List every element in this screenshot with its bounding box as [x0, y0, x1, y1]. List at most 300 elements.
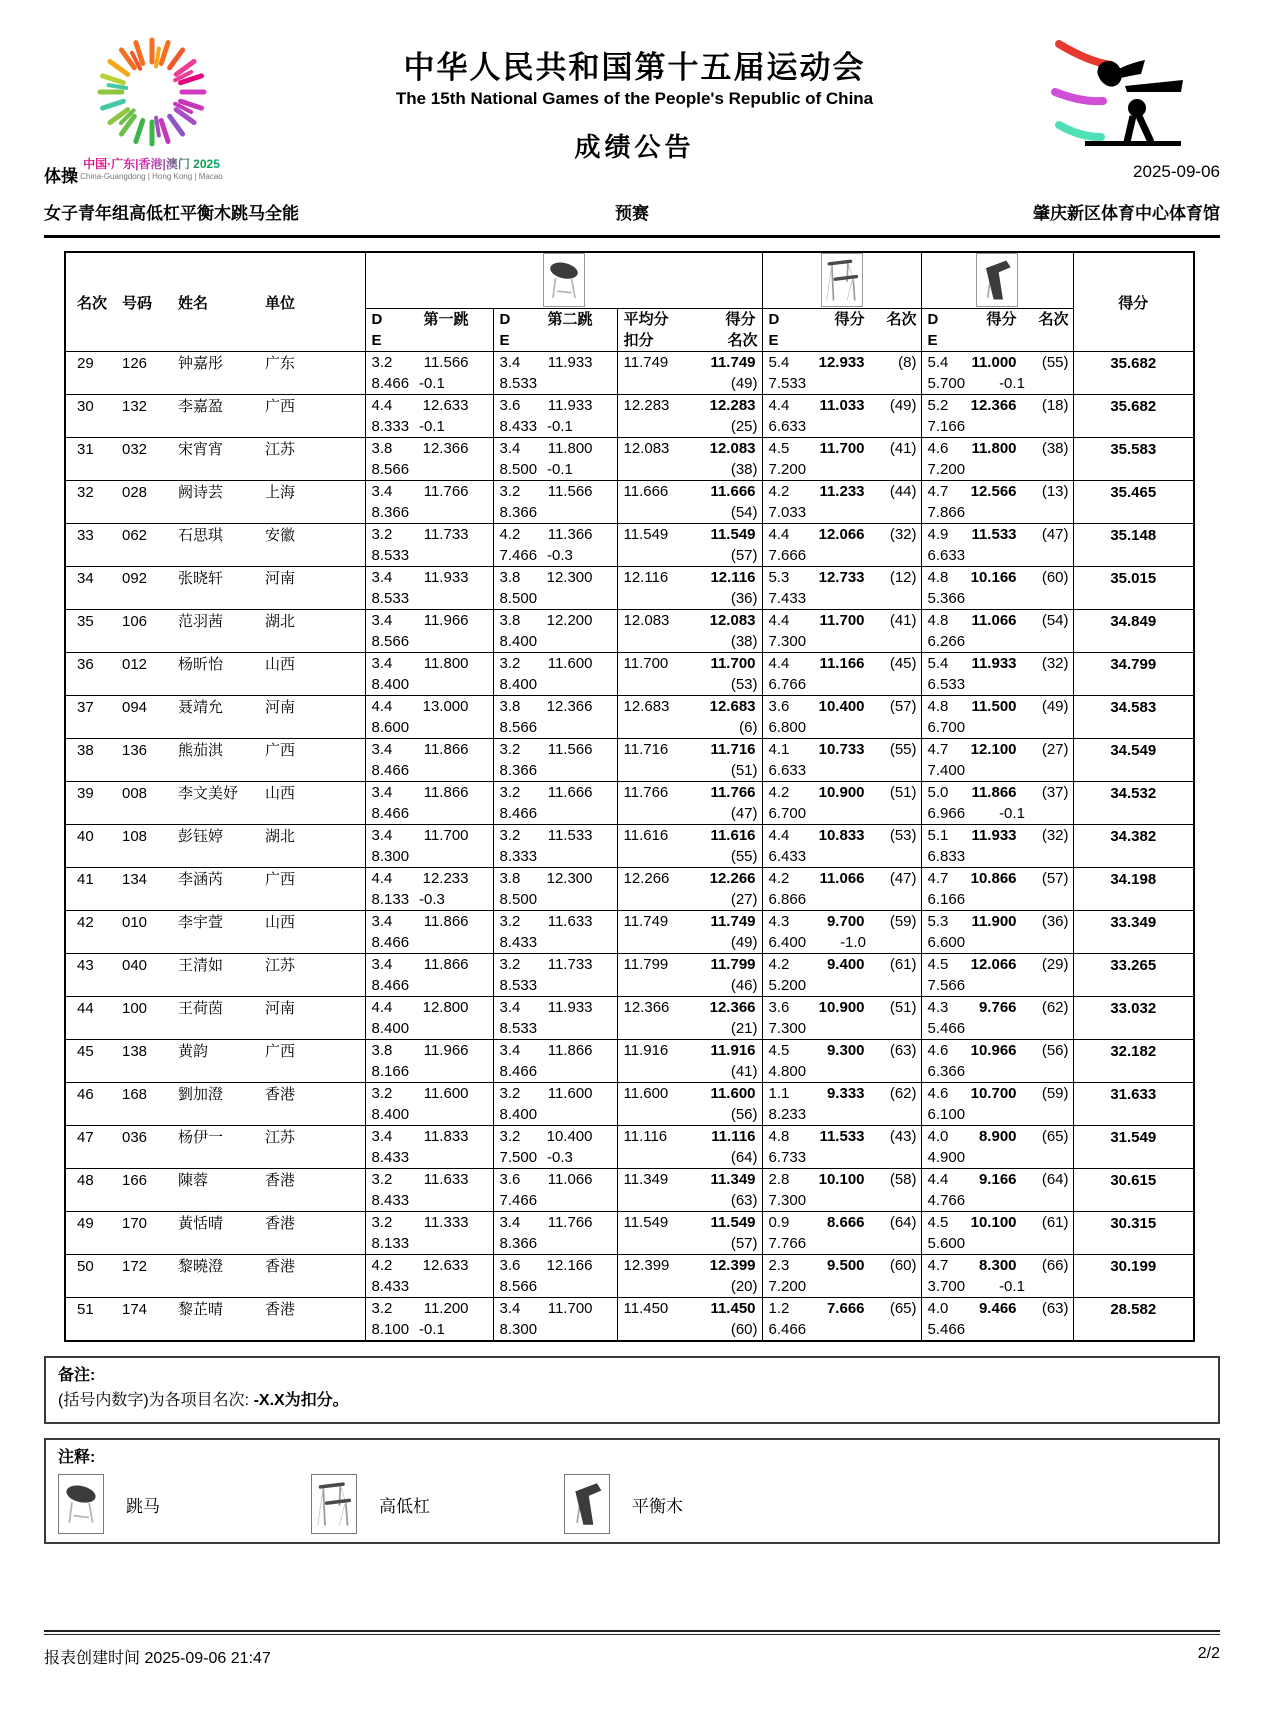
d-score: 3.4	[499, 440, 521, 457]
e-score: 8.300	[371, 848, 410, 865]
vault-section-header	[365, 252, 762, 309]
e-score: 8.433	[371, 1192, 410, 1209]
uneven-bars-score: 11.066	[819, 870, 865, 887]
e-score: 6.100	[927, 1106, 966, 1123]
unit-name: 山西	[263, 653, 365, 696]
e-score: 8.533	[499, 977, 538, 994]
jump2-score: 12.300	[546, 569, 593, 586]
vault-final-score: 11.749	[710, 354, 756, 371]
total-score: 35.015	[1110, 570, 1157, 587]
rank-value: 41	[77, 871, 94, 888]
uneven-bars-score: 10.100	[818, 1171, 865, 1188]
bib-number: 108	[122, 828, 148, 845]
vault-final-score: 12.283	[709, 397, 756, 414]
total-score-cell	[1073, 395, 1194, 438]
rank-value: 32	[77, 484, 94, 501]
balance-beam-cell	[921, 954, 1073, 997]
balance-beam-cell	[921, 739, 1073, 782]
vault-place: (36)	[730, 590, 758, 607]
e-score: 6.633	[927, 547, 966, 564]
d-score: 3.8	[371, 440, 393, 457]
e-score: 7.200	[768, 1278, 807, 1295]
unit-name: 香港	[263, 1255, 365, 1298]
bib-number: 166	[122, 1172, 148, 1189]
vault-average-cell	[617, 653, 762, 696]
d-score: 3.4	[371, 741, 393, 758]
athlete-name: 石思琪	[178, 527, 224, 544]
balance-beam-place: (65)	[1041, 1128, 1069, 1145]
vault-jump1-cell	[365, 1040, 493, 1083]
deduction: -0.1	[547, 461, 573, 478]
uneven-bars-place: (49)	[889, 397, 917, 414]
jump2-score: 12.166	[546, 1257, 593, 1274]
vault-jump1-cell	[365, 524, 493, 567]
e-score: 5.366	[927, 590, 966, 607]
total-score-cell	[1073, 997, 1194, 1040]
average-score: 11.349	[623, 1171, 669, 1188]
total-score: 35.682	[1110, 355, 1157, 372]
d-score: 3.2	[499, 655, 521, 672]
deduction: -0.3	[419, 891, 445, 908]
uneven-bars-score: 12.066	[818, 526, 865, 543]
balance-beam-cell	[921, 610, 1073, 653]
vault-final-score: 12.116	[710, 569, 756, 586]
balance-beam-place: (32)	[1041, 655, 1069, 672]
bib-number: 172	[122, 1258, 148, 1275]
d-score: 3.6	[768, 999, 790, 1016]
balance-beam-score: 10.866	[970, 870, 1017, 887]
vault-average-cell	[617, 524, 762, 567]
vault-final-score: 11.799	[710, 956, 756, 973]
table-row	[65, 1169, 1194, 1212]
vault-place: (57)	[730, 1235, 758, 1252]
d-score: 3.6	[499, 1257, 521, 1274]
e-score: 8.400	[499, 633, 538, 650]
average-score: 12.283	[623, 397, 670, 414]
balance-beam-place: (29)	[1041, 956, 1069, 973]
uneven-bars-cell	[762, 653, 921, 696]
table-row	[65, 352, 1194, 395]
d-score: 3.4	[371, 483, 393, 500]
d-score: 3.2	[371, 1300, 393, 1317]
uneven-bars-icon	[821, 253, 863, 307]
total-score: 35.465	[1110, 484, 1157, 501]
uneven-bars-cell	[762, 1083, 921, 1126]
uneven-bars-place: (58)	[889, 1171, 917, 1188]
title-block	[259, 30, 1010, 162]
balance-beam-score: 10.700	[970, 1085, 1017, 1102]
vault-final-score: 11.549	[710, 1214, 756, 1231]
bib-number: 094	[122, 699, 148, 716]
d-score: 4.2	[768, 956, 790, 973]
col-header-uneven-bars: D 得分 名次 E	[762, 309, 921, 352]
rank-value: 47	[77, 1129, 94, 1146]
e-score: 8.566	[371, 633, 410, 650]
unit-name: 广西	[263, 868, 365, 911]
table-row	[65, 1298, 1194, 1342]
balance-beam-score: 11.500	[971, 698, 1017, 715]
legend-item-uneven-bars	[311, 1474, 536, 1534]
rank-value: 29	[77, 355, 94, 372]
athlete-name: 陳蓉	[178, 1172, 209, 1189]
vault-jump1-cell	[365, 997, 493, 1040]
balance-beam-cell	[921, 395, 1073, 438]
total-score: 34.549	[1110, 742, 1157, 759]
total-score: 31.633	[1110, 1086, 1157, 1103]
e-score: 8.566	[371, 461, 410, 478]
e-score: 8.366	[499, 762, 538, 779]
col-header-name: 姓名	[178, 294, 209, 312]
d-score: 4.4	[768, 397, 790, 414]
d-score: 4.4	[371, 698, 393, 715]
jump1-score: 12.366	[422, 440, 469, 457]
d-score: 4.4	[768, 612, 790, 629]
vault-final-score: 11.766	[710, 784, 756, 801]
page-number: 2/2	[1197, 1645, 1220, 1662]
balance-beam-cell	[921, 1040, 1073, 1083]
remarks-text: (括号内数字)为各项目名次: -X.X为扣分。	[58, 1392, 349, 1409]
balance-beam-score: 10.966	[970, 1042, 1017, 1059]
unit-name: 香港	[263, 1298, 365, 1342]
total-score-cell	[1073, 481, 1194, 524]
d-score: 3.2	[499, 1128, 521, 1145]
average-score: 11.716	[623, 741, 669, 758]
e-score: 8.400	[499, 676, 538, 693]
e-score: 8.166	[371, 1063, 410, 1080]
balance-beam-cell	[921, 1298, 1073, 1342]
balance-beam-place: (27)	[1041, 741, 1069, 758]
phase-label: 预赛	[615, 204, 649, 223]
deduction: -0.1	[999, 375, 1025, 392]
vault-average-cell	[617, 1298, 762, 1342]
d-score: 4.8	[768, 1128, 790, 1145]
vault-jump2-cell	[493, 653, 617, 696]
bib-number: 040	[122, 957, 148, 974]
d-score: 4.1	[768, 741, 790, 758]
average-score: 11.616	[623, 827, 669, 844]
rank-value: 33	[77, 527, 94, 544]
e-score: 3.700	[927, 1278, 966, 1295]
e-score: 6.400	[768, 934, 807, 951]
sport-emblem-block	[1010, 30, 1220, 148]
uneven-bars-score: 10.400	[818, 698, 865, 715]
table-row	[65, 1212, 1194, 1255]
jump1-score: 11.200	[423, 1300, 469, 1317]
d-score: 0.9	[768, 1214, 790, 1231]
vault-jump1-cell	[365, 610, 493, 653]
uneven-bars-score: 10.900	[818, 999, 865, 1016]
uneven-bars-place: (59)	[889, 913, 917, 930]
bib-number: 136	[122, 742, 148, 759]
table-row	[65, 524, 1194, 567]
e-score: 6.466	[768, 1321, 807, 1338]
deduction: -0.1	[419, 418, 445, 435]
uneven-bars-place: (64)	[889, 1214, 917, 1231]
athlete-name: 熊茄淇	[178, 742, 224, 759]
vault-final-score: 12.683	[709, 698, 756, 715]
uneven-bars-place: (41)	[889, 440, 917, 457]
uneven-bars-score: 10.900	[818, 784, 865, 801]
balance-beam-cell	[921, 438, 1073, 481]
d-score: 3.4	[499, 999, 521, 1016]
balance-beam-score: 12.100	[970, 741, 1017, 758]
d-score: 4.4	[927, 1171, 949, 1188]
uneven-bars-cell	[762, 825, 921, 868]
uneven-bars-cell	[762, 1040, 921, 1083]
e-score: 8.533	[371, 547, 410, 564]
jump2-score: 11.600	[547, 655, 593, 672]
athlete-name: 李文美妤	[178, 785, 239, 802]
uneven-bars-score: 9.333	[826, 1085, 865, 1102]
e-score: 6.833	[927, 848, 966, 865]
e-score: 8.333	[499, 848, 538, 865]
total-score: 35.583	[1110, 441, 1157, 458]
total-score-cell	[1073, 954, 1194, 997]
e-score: 8.333	[371, 418, 410, 435]
vault-jump2-cell	[493, 1169, 617, 1212]
d-score: 3.4	[371, 655, 393, 672]
athlete-name: 李宇萱	[178, 914, 224, 931]
d-score: 4.2	[768, 784, 790, 801]
rank-value: 40	[77, 828, 94, 845]
table-row	[65, 696, 1194, 739]
vault-place: (49)	[730, 934, 758, 951]
d-score: 1.2	[768, 1300, 790, 1317]
unit-name: 广西	[263, 395, 365, 438]
e-score: 6.800	[768, 719, 807, 736]
total-score: 33.265	[1110, 957, 1157, 974]
vault-average-cell	[617, 825, 762, 868]
uneven-bars-score: 12.933	[818, 354, 865, 371]
e-score: 5.466	[927, 1321, 966, 1338]
vault-average-cell	[617, 1040, 762, 1083]
jump2-score: 11.666	[547, 784, 593, 801]
d-score: 4.4	[768, 827, 790, 844]
vault-final-score: 12.399	[709, 1257, 756, 1274]
d-score: 3.6	[499, 397, 521, 414]
d-score: 3.2	[499, 956, 521, 973]
e-score: 8.400	[371, 1020, 410, 1037]
d-score: 5.4	[927, 655, 949, 672]
e-score: 7.200	[768, 461, 807, 478]
jump1-score: 11.833	[423, 1128, 469, 1145]
uneven-bars-score: 11.033	[819, 397, 865, 414]
average-score: 11.700	[623, 655, 669, 672]
table-row	[65, 997, 1194, 1040]
total-score: 34.382	[1110, 828, 1157, 845]
jump1-score: 11.800	[423, 655, 469, 672]
vault-place: (21)	[730, 1020, 758, 1037]
athlete-name: 黎曉澄	[178, 1258, 224, 1275]
balance-beam-icon	[564, 1474, 610, 1534]
athlete-name: 李涵芮	[178, 871, 224, 888]
balance-beam-score: 11.933	[971, 827, 1017, 844]
e-score: 5.200	[768, 977, 807, 994]
e-score: 8.100	[371, 1321, 410, 1338]
jump2-score: 11.700	[547, 1300, 593, 1317]
jump2-score: 11.366	[547, 526, 593, 543]
vault-average-cell	[617, 567, 762, 610]
bib-number: 092	[122, 570, 148, 587]
jump2-score: 11.800	[547, 440, 593, 457]
uneven-bars-cell	[762, 395, 921, 438]
uneven-bars-score: 7.666	[826, 1300, 865, 1317]
col-header-total-score: 得分	[1118, 294, 1149, 312]
e-score: 5.600	[927, 1235, 966, 1252]
uneven-bars-score: 9.300	[826, 1042, 865, 1059]
rank-value: 44	[77, 1000, 94, 1017]
vault-jump1-cell	[365, 1169, 493, 1212]
jump2-score: 11.600	[547, 1085, 593, 1102]
balance-beam-place: (55)	[1041, 354, 1069, 371]
uneven-bars-cell	[762, 696, 921, 739]
e-score: 5.700	[927, 375, 966, 392]
vault-average-cell	[617, 1126, 762, 1169]
jump1-score: 11.733	[423, 526, 469, 543]
uneven-bars-cell	[762, 1126, 921, 1169]
table-row	[65, 825, 1194, 868]
vault-jump2-cell	[493, 1126, 617, 1169]
balance-beam-place: (36)	[1041, 913, 1069, 930]
vault-place: (63)	[730, 1192, 758, 1209]
d-score: 4.5	[768, 440, 790, 457]
e-score: 8.433	[371, 1149, 410, 1166]
vault-jump1-cell	[365, 739, 493, 782]
unit-name: 广东	[263, 352, 365, 395]
d-score: 4.2	[371, 1257, 393, 1274]
d-score: 4.4	[371, 870, 393, 887]
d-score: 5.3	[927, 913, 949, 930]
vault-jump2-cell	[493, 524, 617, 567]
vault-final-score: 11.749	[710, 913, 756, 930]
bib-number: 106	[122, 613, 148, 630]
total-score-cell	[1073, 438, 1194, 481]
d-score: 3.8	[499, 698, 521, 715]
athlete-name: 钟嘉彤	[178, 355, 224, 372]
e-score: 8.533	[499, 1020, 538, 1037]
table-row	[65, 395, 1194, 438]
balance-beam-icon	[976, 253, 1018, 307]
d-score: 4.0	[927, 1128, 949, 1145]
uneven-bars-place: (63)	[889, 1042, 917, 1059]
average-score: 12.366	[623, 999, 670, 1016]
e-score: 8.466	[499, 805, 538, 822]
e-score: 8.433	[499, 418, 538, 435]
vault-average-cell	[617, 739, 762, 782]
col-header-vault-jump1: D 第一跳 E	[365, 309, 493, 352]
e-score: 8.133	[371, 891, 410, 908]
unit-name: 江苏	[263, 954, 365, 997]
bib-number: 170	[122, 1215, 148, 1232]
balance-beam-score: 11.900	[971, 913, 1017, 930]
jump1-score: 13.000	[422, 698, 469, 715]
vault-jump1-cell	[365, 696, 493, 739]
report-type-title: 成绩公告	[574, 132, 695, 162]
vault-average-cell	[617, 610, 762, 653]
deduction: -0.3	[547, 547, 573, 564]
total-score: 34.532	[1110, 785, 1157, 802]
uneven-bars-cell	[762, 911, 921, 954]
total-score-cell	[1073, 782, 1194, 825]
legend-label: 注释:	[58, 1449, 96, 1466]
average-score: 11.916	[623, 1042, 669, 1059]
d-score: 4.8	[927, 612, 949, 629]
athlete-name: 彭钰婷	[178, 828, 224, 845]
average-score: 12.399	[623, 1257, 670, 1274]
average-score: 12.083	[623, 440, 670, 457]
vault-place: (55)	[730, 848, 758, 865]
vault-final-score: 12.266	[709, 870, 756, 887]
e-score: 4.800	[768, 1063, 807, 1080]
bib-number: 134	[122, 871, 148, 888]
d-score: 4.2	[768, 870, 790, 887]
uneven-bars-score: 10.733	[818, 741, 865, 758]
d-score: 3.4	[499, 1300, 521, 1317]
vault-jump2-cell	[493, 911, 617, 954]
e-score: 8.366	[499, 504, 538, 521]
vault-jump1-cell	[365, 481, 493, 524]
uneven-bars-cell	[762, 868, 921, 911]
athlete-name: 范羽茜	[178, 613, 224, 630]
vault-final-score: 11.666	[710, 483, 756, 500]
vault-final-score: 11.716	[710, 741, 756, 758]
d-score: 3.2	[499, 913, 521, 930]
d-score: 4.5	[927, 1214, 949, 1231]
jump1-score: 12.633	[422, 1257, 469, 1274]
rank-value: 39	[77, 785, 94, 802]
e-score: 8.500	[499, 590, 538, 607]
balance-beam-cell	[921, 1083, 1073, 1126]
uneven-bars-score: 12.733	[818, 569, 865, 586]
rank-value: 51	[77, 1301, 94, 1318]
e-score: 7.766	[768, 1235, 807, 1252]
athlete-name: 阙诗芸	[178, 484, 224, 501]
vault-final-score: 11.600	[710, 1085, 756, 1102]
vault-jump2-cell	[493, 1212, 617, 1255]
athlete-name: 杨伊一	[178, 1129, 224, 1146]
vault-average-cell	[617, 997, 762, 1040]
deduction: -0.1	[999, 1278, 1025, 1295]
uneven-bars-score: 8.666	[826, 1214, 865, 1231]
jump1-score: 11.600	[423, 1085, 469, 1102]
legend-box	[44, 1438, 1220, 1544]
deduction: -0.1	[547, 418, 573, 435]
e-score: 8.600	[371, 719, 410, 736]
uneven-bars-cell	[762, 997, 921, 1040]
vault-jump2-cell	[493, 567, 617, 610]
e-score: 7.300	[768, 1020, 807, 1037]
d-score: 3.8	[499, 870, 521, 887]
table-row	[65, 567, 1194, 610]
e-score: 8.366	[371, 504, 410, 521]
d-score: 5.2	[927, 397, 949, 414]
average-score: 11.600	[623, 1085, 669, 1102]
uneven-bars-score: 9.500	[826, 1257, 865, 1274]
vault-jump2-cell	[493, 954, 617, 997]
vault-icon	[58, 1474, 104, 1534]
d-score: 4.7	[927, 1257, 949, 1274]
uneven-bars-cell	[762, 739, 921, 782]
e-score: 8.466	[371, 805, 410, 822]
competition-date: 2025-09-06	[1133, 162, 1220, 181]
vault-place: (25)	[730, 418, 758, 435]
vault-final-score: 11.700	[710, 655, 756, 672]
table-row	[65, 739, 1194, 782]
d-score: 3.8	[499, 612, 521, 629]
d-score: 3.2	[371, 1171, 393, 1188]
average-score: 11.116	[623, 1128, 668, 1145]
e-score: 8.466	[371, 375, 410, 392]
